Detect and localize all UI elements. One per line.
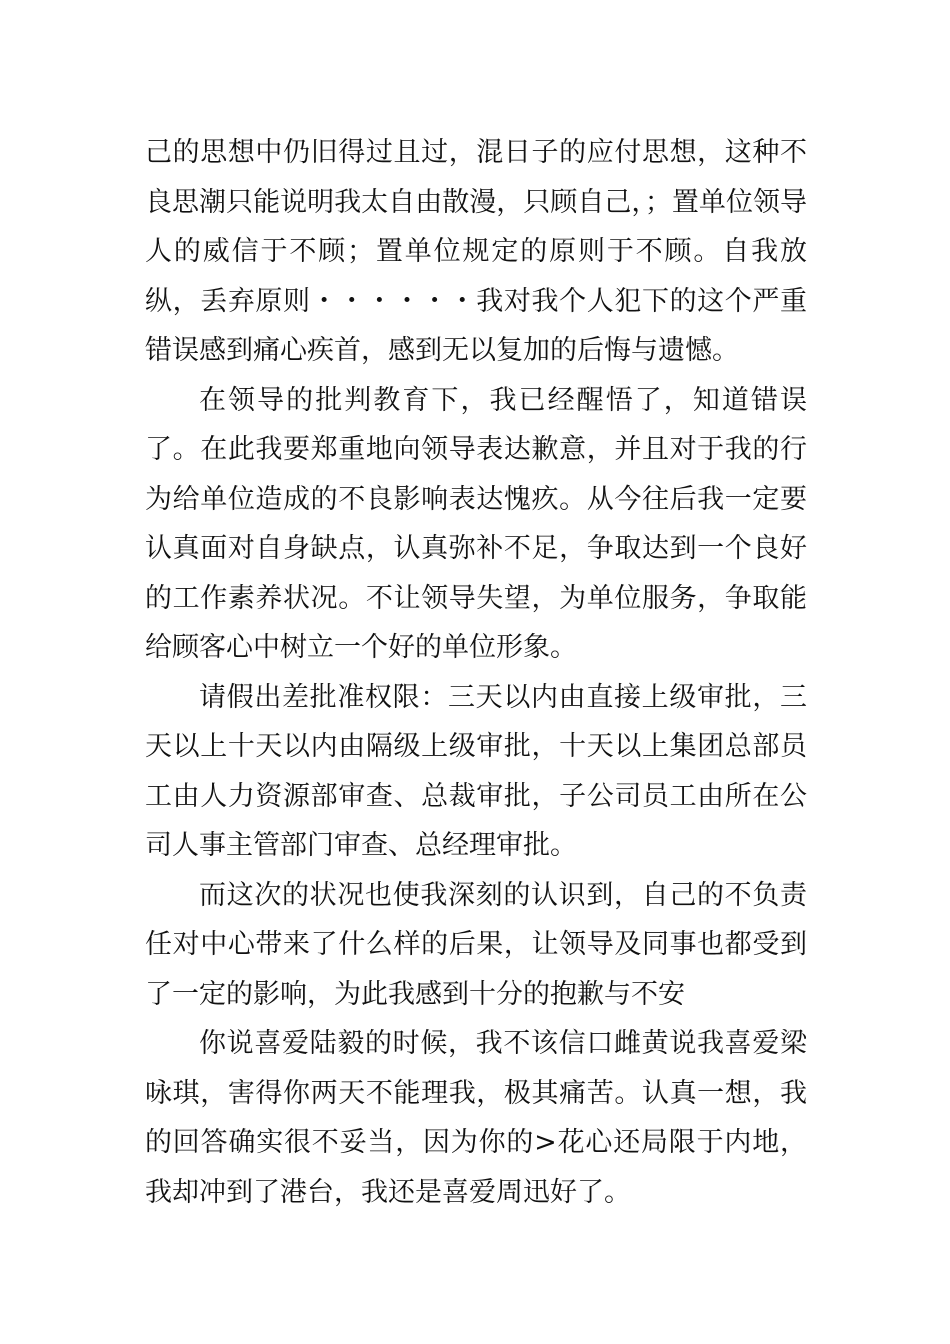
paragraph-2: 在领导的批判教育下，我已经醒悟了，知道错误了。在此我要郑重地向领导表达歉意，并且对于我的行为给单位造成的不良影响表达愧疚。从今往后我一定要认真面对自身缺点，认真弥补不足，争取达到一个良好的工作素养状况。不让领导失望，为单位服务，争取能给顾客心中树立一个好的单位形象。 (145, 384, 807, 663)
document-body (145, 128, 807, 1217)
paragraph-5: 你说喜爱陆毅的时候，我不该信口雌黄说我喜爱梁咏琪，害得你两天不能理我，极其痛苦。认真一想，我的回答确实很不妥当，因为你的>花心还局限于内地，我却冲到了港台，我还是喜爱周迅好了。 (145, 1028, 807, 1208)
paragraph-4: 而这次的状况也使我深刻的认识到，自己的不负责任对中心带来了什么样的后果，让领导及同事也都受到了一定的影响，为此我感到十分的抱歉与不安 (145, 879, 807, 1010)
paragraph-3: 请假出差批准权限：三天以内由直接上级审批，三天以上十天以内由隔级上级审批，十天以上集团总部员工由人力资源部审查、总裁审批，子公司员工由所在公司人事主管部门审查、总经理审批。 (145, 681, 807, 861)
paragraph-1: 己的思想中仍旧得过且过，混日子的应付思想，这种不良思潮只能说明我太自由散漫，只顾自己，；置单位领导人的威信于不顾；置单位规定的原则于不顾。自我放纵，丢弃原则・・・・・・我对我个人犯下的这个严重错误感到痛心疾首，感到无以复加的后悔与遗憾。 (145, 137, 807, 366)
